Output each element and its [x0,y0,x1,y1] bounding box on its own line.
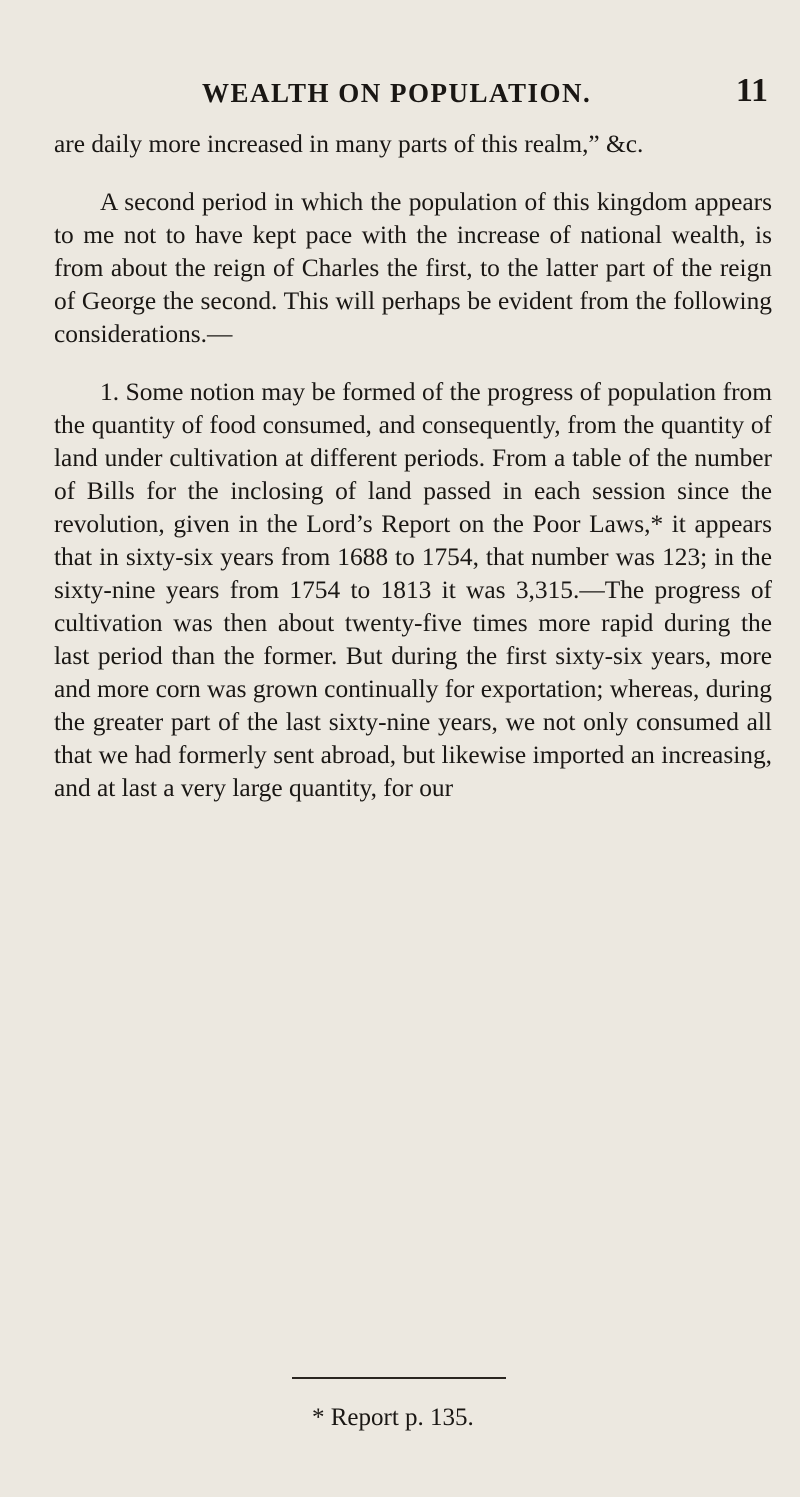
footnote-rule [292,1377,506,1379]
footnote: * Report p. 135. [312,1404,474,1431]
paragraph-second-period: A second period in which the population of this kingdom appears to me not to have kept pace with the increase of national wealth, is from about the reign of Charles the first, to the latter part of the reign of George the second. This will perhaps be evident from the following considerations.— [54,188,772,348]
paragraph-first-consideration: 1. Some notion may be formed of the progress of population from the quantity of food consumed, and consequently, from the quantity of land under cultivation at different periods. From a table of the number of Bills for the inclosing of land passed in each session since the revolution, given in the Lord’s Report on the Poor Laws,* it appears that in sixty-six years from 1688 to 1754, that number was 123; in the sixty-nine years from 1754 to 1813 it was 3,315.—The progress of cultivation was then about twenty-five times more rapid during the last period than the former. But during the first sixty-six years, more and more corn was grown continually for exportation; whereas, during the greater part of the last sixty-nine years, we not only consumed all that we had formerly sent abroad, but likewise imported an increasing, and at last a very large quantity, for our [54,378,772,802]
running-title: WEALTH ON POPULATION. [202,78,592,108]
page-number: 11 [735,72,768,109]
running-head [54,72,774,118]
paragraph-continuation: are daily more increased in many parts of this realm,” &c. [54,130,644,158]
body-text [54,128,772,805]
